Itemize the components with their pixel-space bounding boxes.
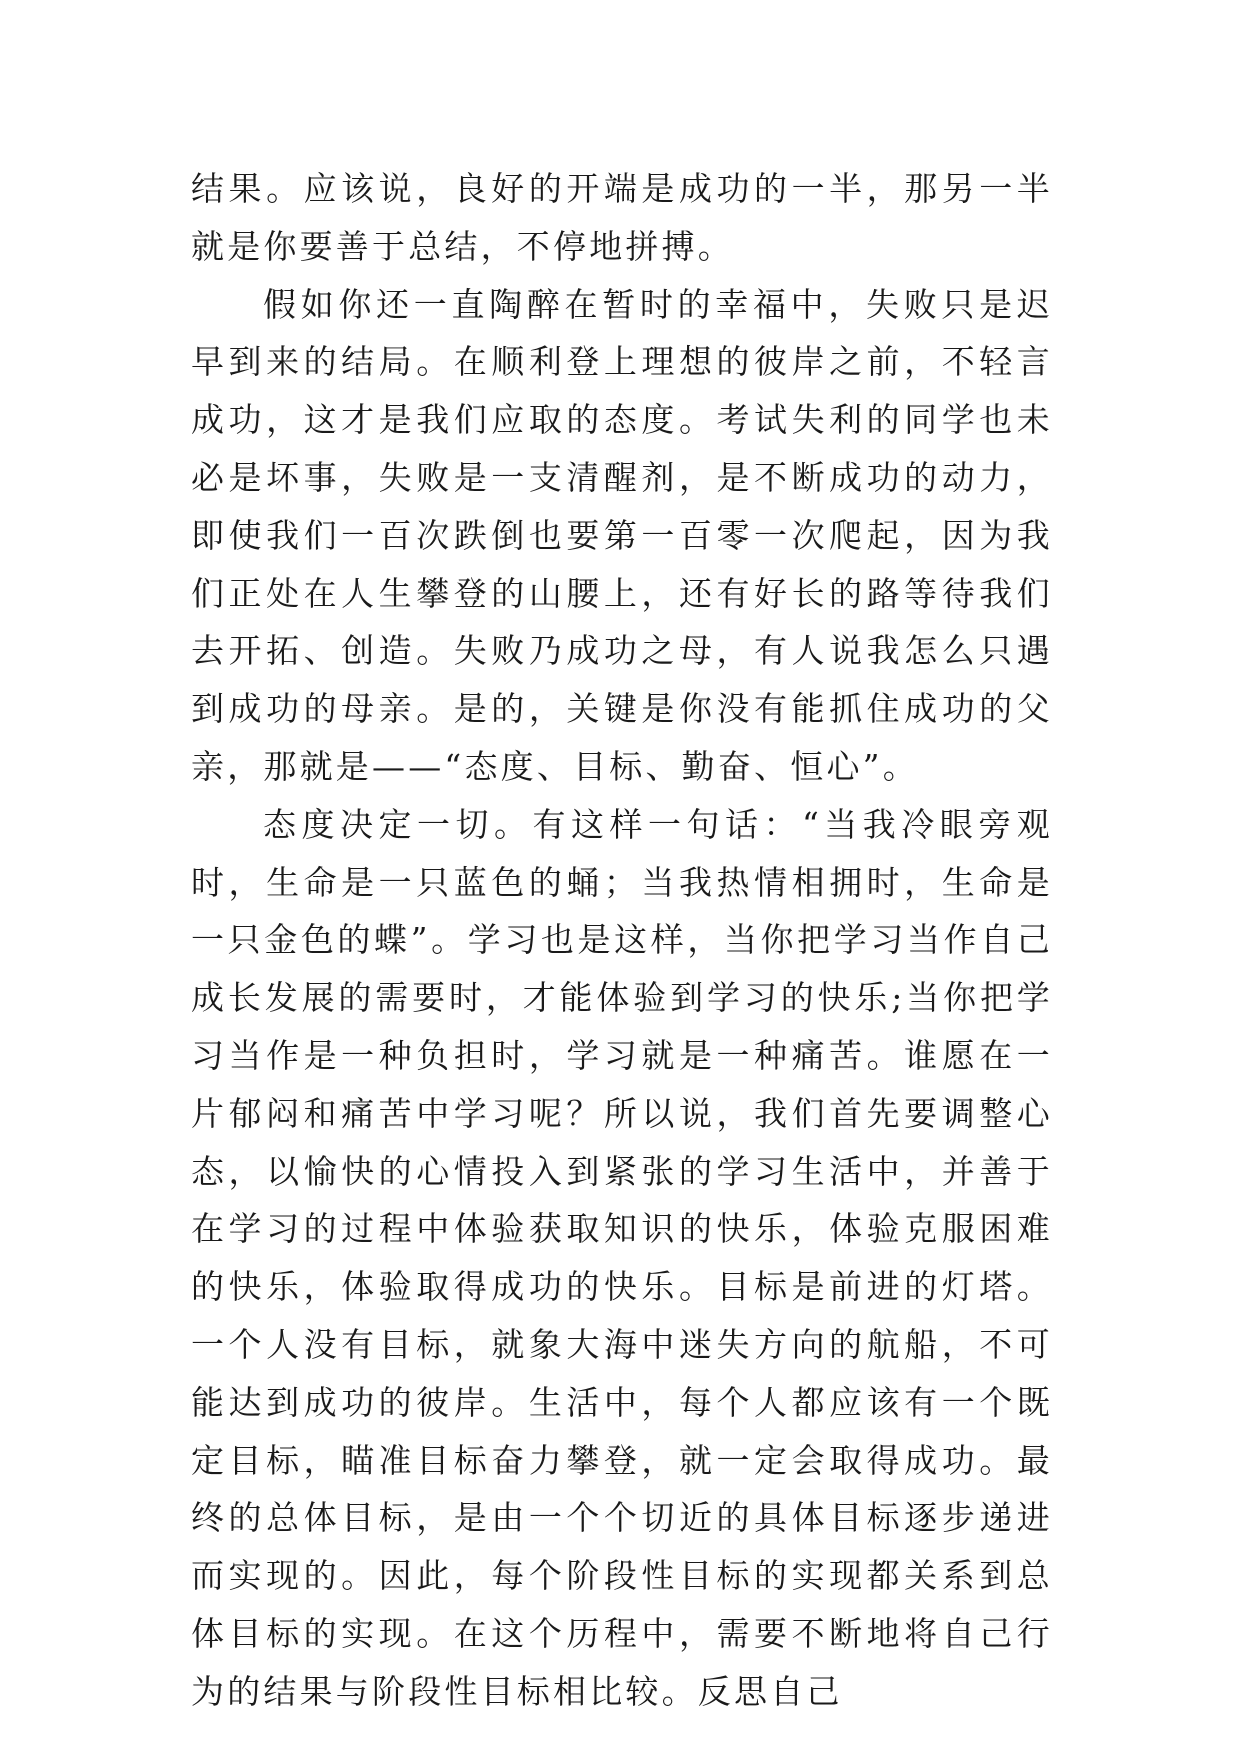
paragraph-1: 结果。应该说，良好的开端是成功的一半，那另一半就是你要善于总结，不停地拼搏。 [191, 169, 1053, 266]
document-body [191, 160, 1053, 1721]
paragraph-2: 假如你还一直陶醉在暂时的幸福中，失败只是迟早到来的结局。在顺利登上理想的彼岸之前，不轻言成功，这才是我们应取的态度。考试失利的同学也未必是坏事，失败是一支清醒剂，是不断成功的动力，即使我们一百次跌倒也要第一百零一次爬起，因为我们正处在人生攀登的山腰上，还有好长的路等待我们去开拓、创造。失败乃成功之母，有人说我怎么只遇到成功的母亲。是的，关键是你没有能抓住成功的父亲，那就是——“态度、目标、勤奋、恒心”。 [191, 284, 1053, 786]
paragraph-3: 态度决定一切。有这样一句话：“当我冷眼旁观时，生命是一只蓝色的蛹；当我热情相拥时，生命是一只金色的蝶”。学习也是这样，当你把学习当作自己成长发展的需要时，才能体验到学习的快乐;当你把学习当作是一种负担时，学习就是一种痛苦。谁愿在一片郁闷和痛苦中学习呢？所以说，我们首先要调整心态，以愉快的心情投入到紧张的学习生活中，并善于在学习的过程中体验获取知识的快乐，体验克服困难的快乐，体验取得成功的快乐。目标是前进的灯塔。一个人没有目标，就象大海中迷失方向的航船，不可能达到成功的彼岸。生活中，每个人都应该有一个既定目标，瞄准目标奋力攀登，就一定会取得成功。最终的总体目标，是由一个个切近的具体目标逐步递进而实现的。因此，每个阶段性目标的实现都关系到总体目标的实现。在这个历程中，需要不断地将自己行为的结果与阶段性目标相比较。反思自己 [191, 804, 1053, 1711]
